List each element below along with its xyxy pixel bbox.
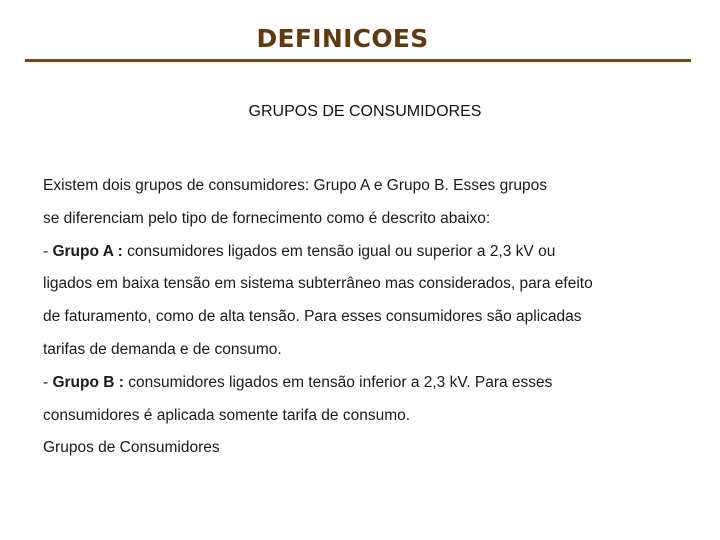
footer-line: Grupos de Consumidores (43, 439, 220, 457)
grupo-a-text-1: consumidores ligados em tensão igual ou superior a 2,3 kV ou (122, 242, 556, 260)
grupo-a-dash: - (43, 242, 53, 260)
body-text (43, 170, 693, 465)
grupo-a-line-2: ligados em baixa tensão em sistema subterrâneo mas considerados, para efeito (43, 275, 593, 293)
grupo-a-line-1 (43, 236, 693, 269)
section-subtitle: GRUPOS DE CONSUMIDORES (248, 103, 482, 120)
page-title: DEFINICOES (256, 24, 429, 53)
grupo-b-label: Grupo B : (52, 373, 124, 391)
grupo-a-label: Grupo A : (52, 242, 123, 260)
intro-line-2: se diferenciam pelo tipo de fornecimento como é descrito abaixo: (43, 209, 491, 227)
grupo-b-line-2: consumidores é aplicada somente tarifa de consumo. (43, 406, 411, 424)
grupo-b-text-1: consumidores ligados em tensão inferior a 2,3 kV. Para esses (123, 373, 553, 391)
grupo-a-line-3: de faturamento, como de alta tensão. Para esses consumidores são aplicadas (43, 308, 582, 326)
grupo-a-line-4: tarifas de demanda e de consumo. (43, 340, 282, 358)
title-divider (25, 59, 691, 62)
intro-line-1: Existem dois grupos de consumidores: Grupo A e Grupo B. Esses grupos (43, 177, 548, 194)
grupo-b-line-1 (43, 367, 693, 400)
grupo-b-dash: - (43, 373, 53, 391)
